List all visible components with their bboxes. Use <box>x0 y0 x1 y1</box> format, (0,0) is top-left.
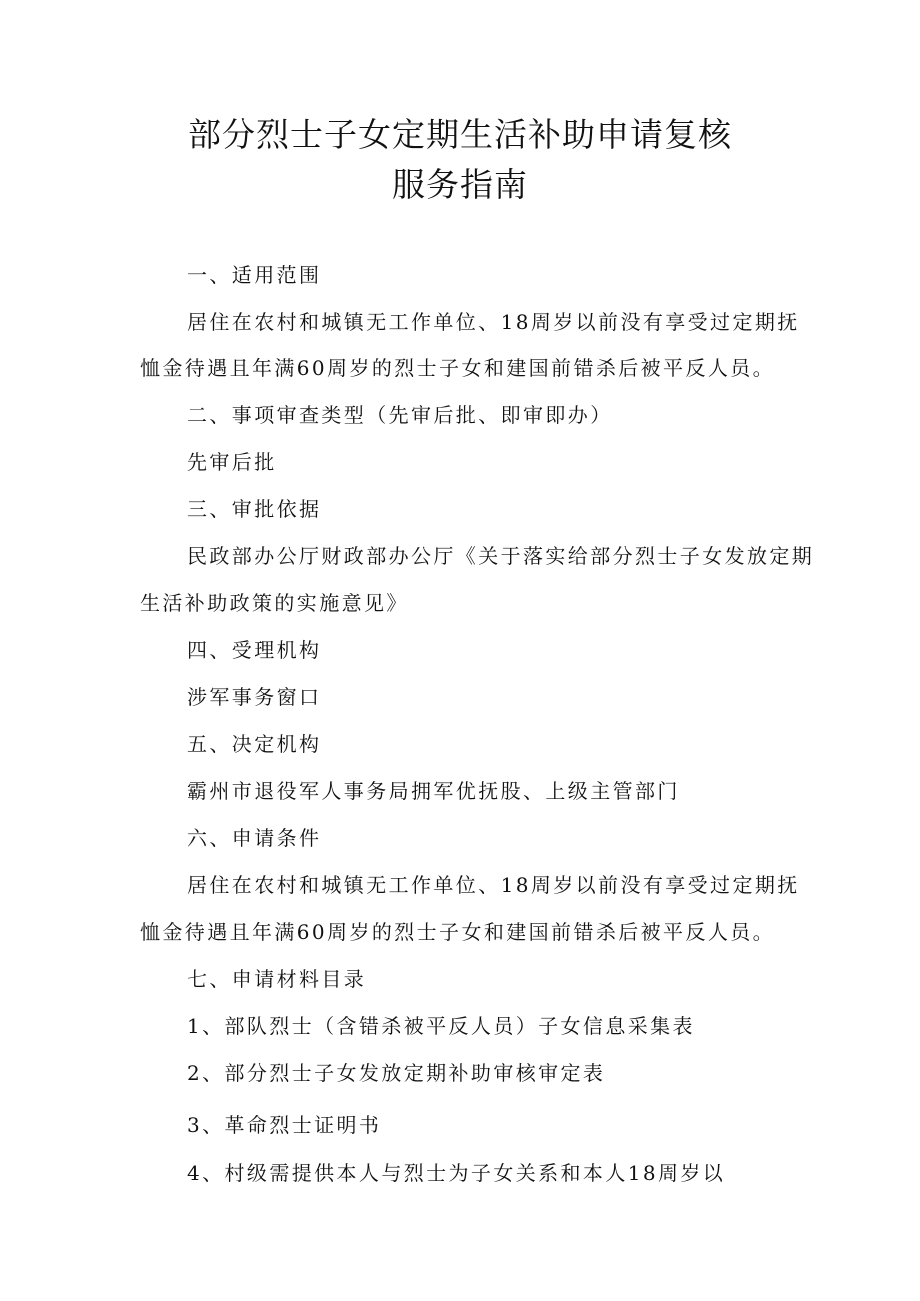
paragraph-line: 恤金待遇且年满60周岁的烈士子女和建国前错杀后被平反人员。 <box>140 920 776 944</box>
paragraph-line: 居住在农村和城镇无工作单位、18周岁以前没有享受过定期抚 <box>187 310 800 334</box>
paragraph-line: 民政部办公厅财政部办公厅《关于落实给部分烈士子女发放定期 <box>187 544 815 568</box>
section-heading-accepting-agency: 四、受理机构 <box>187 638 322 662</box>
paragraph-line: 居住在农村和城镇无工作单位、18周岁以前没有享受过定期抚 <box>187 873 800 897</box>
section-heading-deciding-agency: 五、决定机构 <box>187 732 322 756</box>
section-heading-basis: 三、审批依据 <box>187 497 322 521</box>
list-item: 1、部队烈士（含错杀被平反人员）子女信息采集表 <box>187 1014 695 1038</box>
document-title-line-2: 服务指南 <box>392 165 528 204</box>
paragraph-line: 恤金待遇且年满60周岁的烈士子女和建国前错杀后被平反人员。 <box>140 356 776 380</box>
section-heading-scope: 一、适用范围 <box>187 263 322 287</box>
section-heading-conditions: 六、申请条件 <box>187 826 322 850</box>
document-title-line-1: 部分烈士子女定期生活补助申请复核 <box>188 115 732 154</box>
paragraph-line: 先审后批 <box>187 450 277 474</box>
list-item: 3、革命烈士证明书 <box>187 1113 382 1137</box>
section-heading-review-type: 二、事项审查类型（先审后批、即审即办） <box>187 403 613 427</box>
section-heading-materials: 七、申请材料目录 <box>187 967 367 991</box>
paragraph-line: 霸州市退役军人事务局拥军优抚股、上级主管部门 <box>187 779 680 803</box>
list-item: 4、村级需提供本人与烈士为子女关系和本人18周岁以 <box>187 1161 726 1185</box>
paragraph-line: 涉军事务窗口 <box>187 685 322 709</box>
list-item: 2、部分烈士子女发放定期补助审核审定表 <box>187 1061 606 1085</box>
paragraph-line: 生活补助政策的实施意见》 <box>140 591 409 615</box>
